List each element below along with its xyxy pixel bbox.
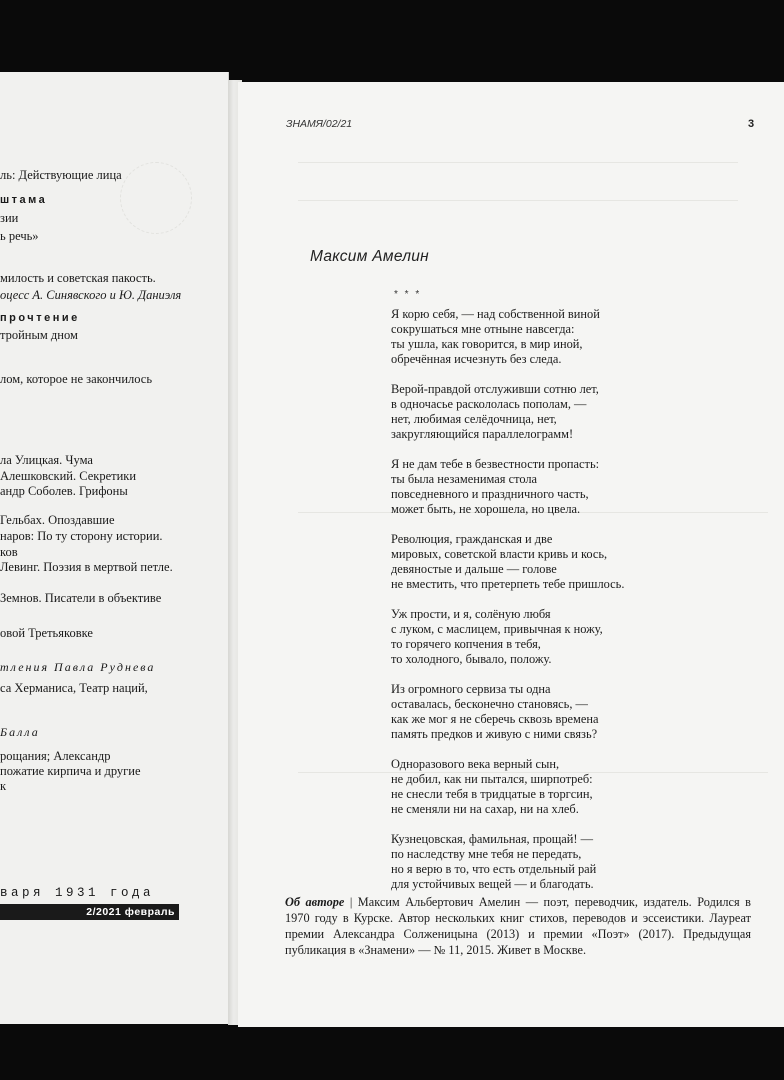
toc-line: андр Соболев. Грифоны: [0, 484, 128, 498]
issue-label: 2/2021 февраль: [0, 904, 179, 920]
about-author: [285, 894, 751, 958]
poem-asterisks: * * *: [394, 289, 422, 300]
toc-line: оцесс А. Синявского и Ю. Даниэля: [0, 288, 182, 302]
toc-line: ла Улицкая. Чума: [0, 453, 93, 467]
toc-line: ль: Действующие лица: [0, 168, 122, 182]
poem-line: то холодного, бывало, положу.: [391, 652, 552, 666]
poem-line: ты была незаменимая стола: [391, 472, 538, 486]
poem-line: девяностые и дальше — голове: [391, 562, 557, 576]
stanza: [391, 607, 624, 667]
poem-line: с луком, с маслицем, привычная к ножу,: [391, 622, 603, 636]
toc-line: овой Третьяковке: [0, 626, 93, 640]
poem-line: память предков и живую с ними связь?: [391, 727, 598, 741]
poem-line: в одночасье раскололась пополам, —: [391, 397, 587, 411]
toc-line: пожатие кирпича и другие: [0, 764, 141, 778]
running-header: ЗНАМЯ/02/21: [286, 118, 353, 130]
toc-line: наров: По ту сторону истории.: [0, 529, 163, 543]
poem-line: закругляющийся параллелограмм!: [391, 427, 574, 441]
poem-line: для устойчивых вещей — и благодать.: [391, 877, 594, 891]
poem-line: Уж прости, и я, солёную любя: [391, 607, 551, 621]
poem-line: нет, любимая селёдочница, нет,: [391, 412, 557, 426]
toc-line: Земнов. Писатели в объективе: [0, 591, 162, 605]
toc-section-heading: прочтение: [0, 312, 80, 324]
stanza: [391, 532, 624, 592]
author-name: Максим Амелин: [310, 248, 430, 265]
toc-line: са Херманиса, Театр наций,: [0, 681, 148, 695]
poem-line: Я корю себя, — над собственной виной: [391, 307, 600, 321]
poem-line: сокрушаться мне отныне навсегда:: [391, 322, 575, 336]
poem-line: по наследству мне тебя не передать,: [391, 847, 582, 861]
poem-line: Одноразового века верный сын,: [391, 757, 560, 771]
poem-line: Кузнецовская, фамильная, прощай! —: [391, 832, 594, 846]
stanza: [391, 832, 624, 892]
poem-line: обречённая исчезнуть без следа.: [391, 352, 562, 366]
poem-line: ты ушла, как говорится, в мир иной,: [391, 337, 583, 351]
poem-line: не сменяли ни на сахар, ни на хлеб.: [391, 802, 579, 816]
bleed-through-line: [298, 162, 738, 163]
toc-line: зии: [0, 211, 19, 225]
poem-line: не снесли тебя в тридцатые в торгсин,: [391, 787, 593, 801]
left-page: [0, 72, 229, 1024]
stanza: [391, 682, 624, 742]
bleed-through-emblem: [120, 162, 192, 234]
stanza: [391, 757, 624, 817]
toc-section-heading: тления Павла Руднева: [0, 660, 156, 674]
stanza: [391, 382, 624, 442]
toc-section-heading: штама: [0, 194, 48, 206]
date-line: варя 1931 года: [0, 886, 155, 900]
poem-line: оставалась, бесконечно становясь, —: [391, 697, 588, 711]
poem-line: Революция, гражданская и две: [391, 532, 553, 546]
toc-line: Левинг. Поэзия в мертвой петле.: [0, 560, 173, 574]
page-number: 3: [748, 118, 755, 130]
poem: [391, 307, 624, 907]
poem-line: то горячего копчения в тебя,: [391, 637, 541, 651]
stanza: [391, 457, 624, 517]
toc-line: рощания; Александр: [0, 749, 111, 763]
poem-line: Верой-правдой отслуживши сотню лет,: [391, 382, 599, 396]
toc-line: ь речь»: [0, 229, 39, 243]
poem-line: но я верю в то, что есть отдельный рай: [391, 862, 597, 876]
poem-line: может быть, не хорошела, но цвела.: [391, 502, 581, 516]
about-author-text: | Максим Альбертович Амелин — поэт, переводчик, издатель. Родился в 1970 году в Курске. Автор нескольких книг стихов, переводов и эссеистики. Лауреат премии Александра Солженицына (2013) и премии «Поэт» (2017). Предыдущая публикация в «Знамени» — № 11, 2015. Живет в Москве.: [285, 895, 751, 957]
right-page: [238, 82, 784, 1027]
poem-line: повседневного и праздничного часть,: [391, 487, 589, 501]
about-author-label: Об авторе: [285, 895, 345, 909]
poem-line: не вместить, что претерпеть тебе пришлось.: [391, 577, 625, 591]
toc-line: тройным дном: [0, 328, 78, 342]
toc-line: к: [0, 779, 7, 793]
poem-line: не добил, как ни пытался, ширпотреб:: [391, 772, 593, 786]
toc-line: Гельбах. Опоздавшие: [0, 513, 115, 527]
poem-line: как же мог я не сберечь сквозь времена: [391, 712, 599, 726]
toc-line: милость и советская пакость.: [0, 271, 156, 285]
poem-line: Я не дам тебе в безвестности пропасть:: [391, 457, 600, 471]
poem-line: мировых, советской власти кривь и кось,: [391, 547, 608, 561]
bleed-through-line: [298, 200, 738, 201]
poem-line: Из огромного сервиза ты одна: [391, 682, 551, 696]
toc-line: Алешковский. Секретики: [0, 469, 137, 483]
stanza: [391, 307, 624, 367]
toc-line: лом, которое не закончилось: [0, 372, 153, 386]
toc-line: ков: [0, 545, 18, 559]
toc-section-heading: Балла: [0, 725, 40, 739]
